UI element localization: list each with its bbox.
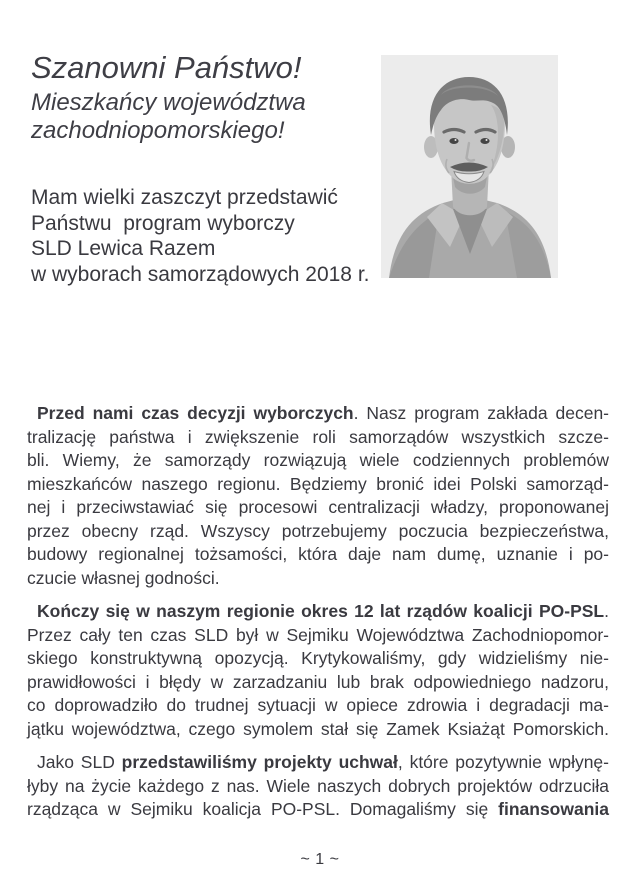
text-run: rządząca w Sejmiku koalicja PO-PSL. Domagaliśmy się xyxy=(27,799,499,819)
text-run: nej i przeciwstawiać się procesowi centralizacji władzy, proponowanej xyxy=(27,497,609,517)
body-line xyxy=(27,751,609,775)
paragraph xyxy=(27,600,609,741)
body-line xyxy=(27,798,609,822)
text-run: budowy regionalnej tożsamości, która daje nam dumę, uznanie i po- xyxy=(27,544,609,564)
body-line xyxy=(27,473,609,497)
intro-line: SLD Lewica Razem xyxy=(31,237,216,260)
body-line xyxy=(27,567,609,591)
body-line xyxy=(27,624,609,648)
bold-text-run: Przed nami czas decyzji wyborczych xyxy=(37,403,354,423)
body-line xyxy=(27,496,609,520)
body-line xyxy=(27,543,609,567)
bold-text-run: Kończy się w naszym regionie okres 12 lat rządów koalicji PO-PSL xyxy=(37,601,605,621)
paragraph xyxy=(27,402,609,590)
page-number: ~ 1 ~ xyxy=(300,851,340,868)
body-line xyxy=(27,402,609,426)
body-line xyxy=(27,718,609,742)
intro-line: Państwu program wyborczy xyxy=(31,211,295,235)
bold-text-run: finansowania xyxy=(498,799,609,819)
page-title: Szanowni Państwo! xyxy=(31,50,302,85)
body-line xyxy=(27,600,609,624)
body-line xyxy=(27,647,609,671)
paragraph xyxy=(27,751,609,822)
page-subtitle xyxy=(31,89,306,145)
body-line xyxy=(27,426,609,450)
text-run: łyby na życie każdego z nas. Wiele naszych dobrych projektów odrzuciła xyxy=(27,775,609,796)
body-line xyxy=(27,449,609,473)
intro-text xyxy=(31,185,370,287)
body-line xyxy=(27,694,609,718)
bold-text-run: przedstawiliśmy projekty uchwał xyxy=(121,752,398,772)
body-line xyxy=(27,775,609,799)
subtitle-line: zachodniopomorskiego! xyxy=(31,117,285,144)
subtitle-line: Mieszkańcy województwa xyxy=(31,89,306,116)
text-run: . xyxy=(604,601,609,621)
text-run: bli. Wiemy, że samorządy rozwiązują wiele codziennych problemów xyxy=(27,450,609,470)
text-run: Jako SLD xyxy=(37,752,122,772)
text-run: co doprowadziło do trudnej sytuacji w opiece zdrowia i degradacji ma- xyxy=(27,695,609,715)
text-run: skiego konstruktywną opozycją. Krytykowaliśmy, gdy widzieliśmy nie- xyxy=(27,648,609,668)
text-run: czucie własnej godności. xyxy=(27,567,220,588)
text-run: , które pozytywnie wpłynę- xyxy=(397,752,609,772)
portrait-photo xyxy=(381,55,558,278)
text-run: prawidłowości i błędy w zarzadzaniu lub brak odpowiedniego nadzoru, xyxy=(27,671,609,692)
text-run: tralizację państwa i zwiększenie roli samorządów wszystkich szcze- xyxy=(27,426,609,447)
text-run: przez obecny rząd. Wszyscy potrzebujemy poczucia bezpieczeństwa, xyxy=(27,520,609,541)
body-text xyxy=(27,402,609,822)
intro-line: w wyborach samorządowych 2018 r. xyxy=(31,262,370,286)
text-run: jątku województwa, czego symolem stał się Zamek Ksiażąt Pomorskich. xyxy=(27,718,609,739)
body-line xyxy=(27,671,609,695)
text-run: . Nasz program zakłada decen- xyxy=(353,403,610,423)
text-run: mieszkańców naszego regionu. Będziemy bronić idei Polski samorząd- xyxy=(27,473,609,494)
body-line xyxy=(27,520,609,544)
intro-line: Mam wielki zaszczyt przedstawić xyxy=(31,186,338,209)
portrait-photo-graphic xyxy=(381,55,558,278)
text-run: Przez cały ten czas SLD był w Sejmiku Województwa Zachodniopomor- xyxy=(27,624,609,645)
